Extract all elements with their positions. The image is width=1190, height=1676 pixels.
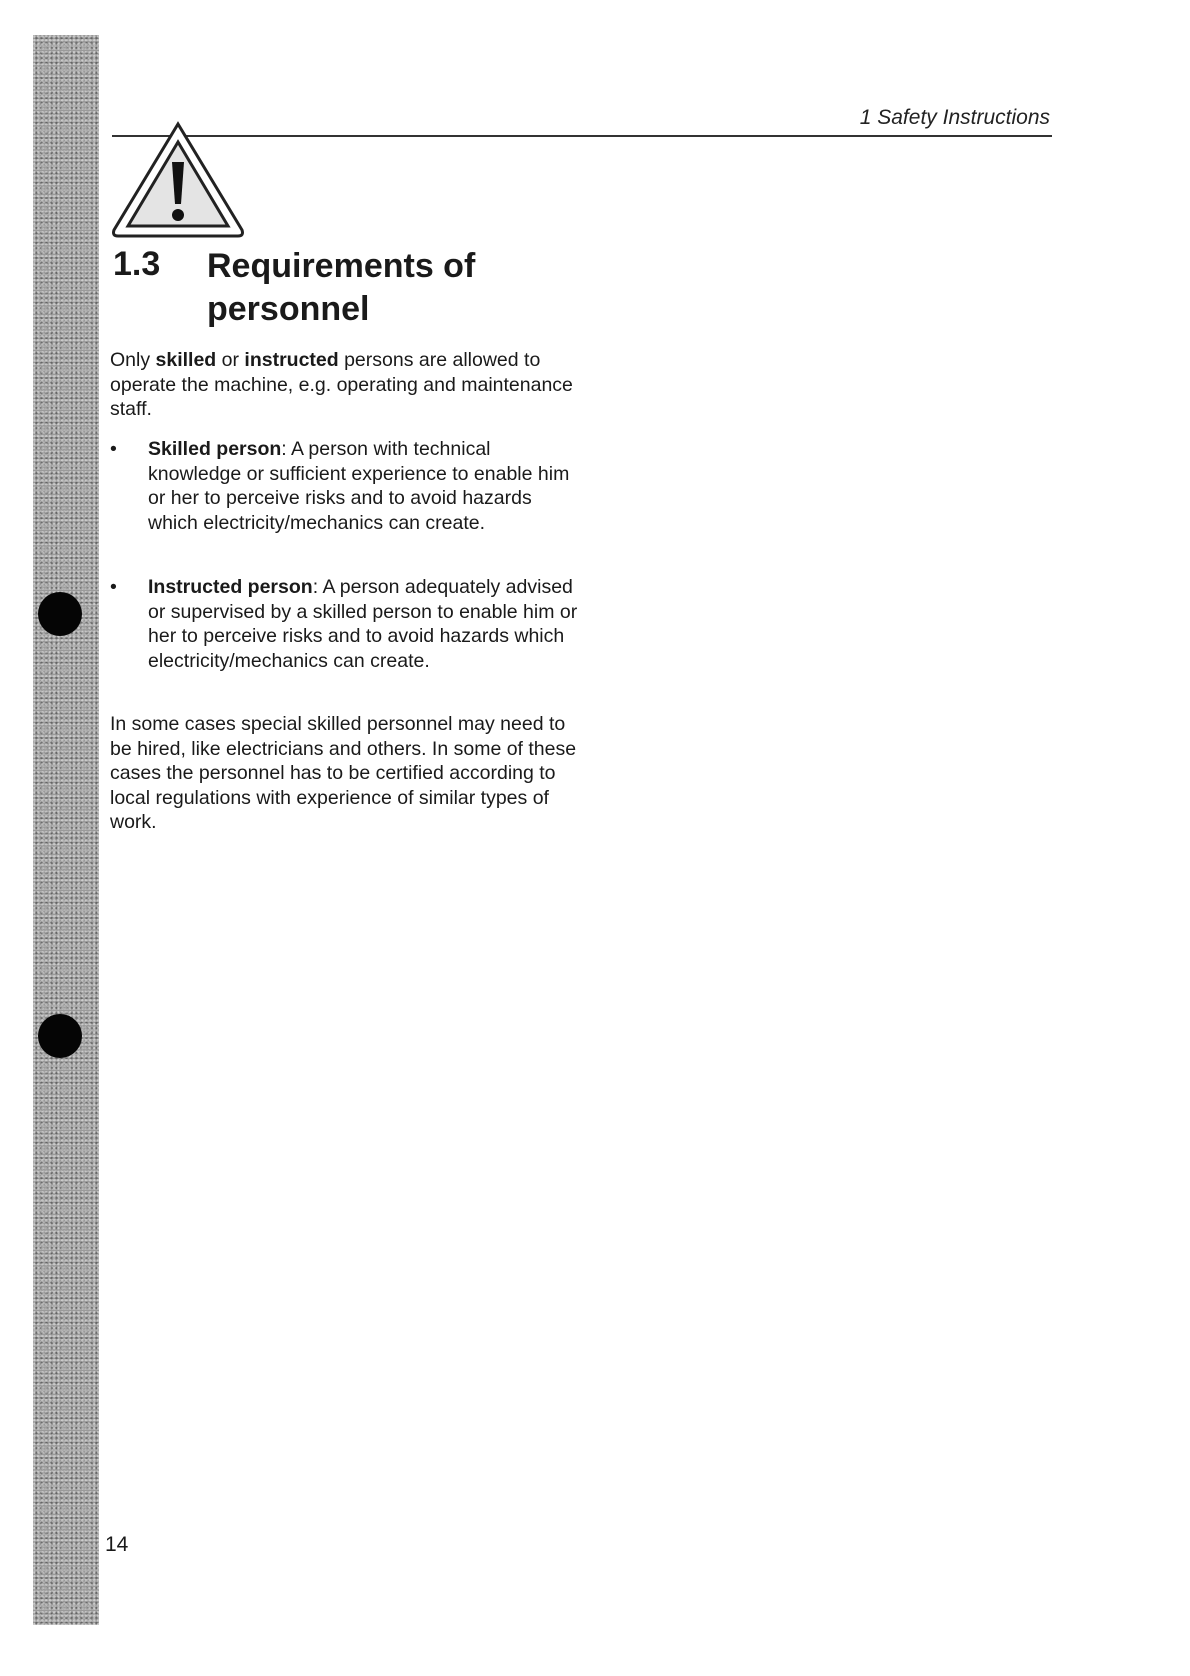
section-title-line1: Requirements of xyxy=(207,247,476,285)
intro-paragraph xyxy=(110,348,580,422)
warning-triangle-icon xyxy=(110,118,246,240)
section-title xyxy=(207,245,475,331)
intro-text: Only xyxy=(110,349,156,371)
section-number: 1.3 xyxy=(113,245,161,283)
bullet-term: Instructed person xyxy=(148,576,313,598)
punch-hole xyxy=(38,592,82,636)
page-number: 14 xyxy=(105,1533,129,1556)
intro-bold-instructed: instructed xyxy=(244,349,339,371)
bullet-text: : A person with technical knowledge or sufficient experience to enable him or her to perceive risks and to avoid hazards which electricity/mechanics can create. xyxy=(148,438,570,534)
bullet-text: : A person adequately advised or supervised by a skilled person to enable him or her to perceive risks and to avoid hazards which electricity/mechanics can create. xyxy=(148,576,578,672)
bullet-body xyxy=(148,575,580,673)
running-header: 1 Safety Instructions xyxy=(859,106,1050,129)
binding-strip xyxy=(33,35,99,1625)
intro-text: persons are allowed to operate the machine, e.g. operating and maintenance staff. xyxy=(110,349,573,420)
bullet-symbol: • xyxy=(110,576,117,598)
bullet-term: Skilled person xyxy=(148,438,282,460)
bullet-symbol: • xyxy=(110,438,117,460)
bullet-body xyxy=(148,437,580,535)
section-title-line2: personnel xyxy=(207,290,370,328)
bullet-item-skilled-person xyxy=(110,437,580,535)
intro-text: or xyxy=(216,349,245,371)
bullet-item-instructed-person xyxy=(110,575,580,673)
closing-paragraph: In some cases special skilled personnel may need to be hired, like electricians and others. In some of these cases the personnel has to be certified according to local regulations with experience of similar types of work. xyxy=(110,713,577,833)
punch-hole xyxy=(38,1014,82,1058)
header-rule xyxy=(112,135,1052,137)
intro-bold-skilled: skilled xyxy=(155,349,217,371)
